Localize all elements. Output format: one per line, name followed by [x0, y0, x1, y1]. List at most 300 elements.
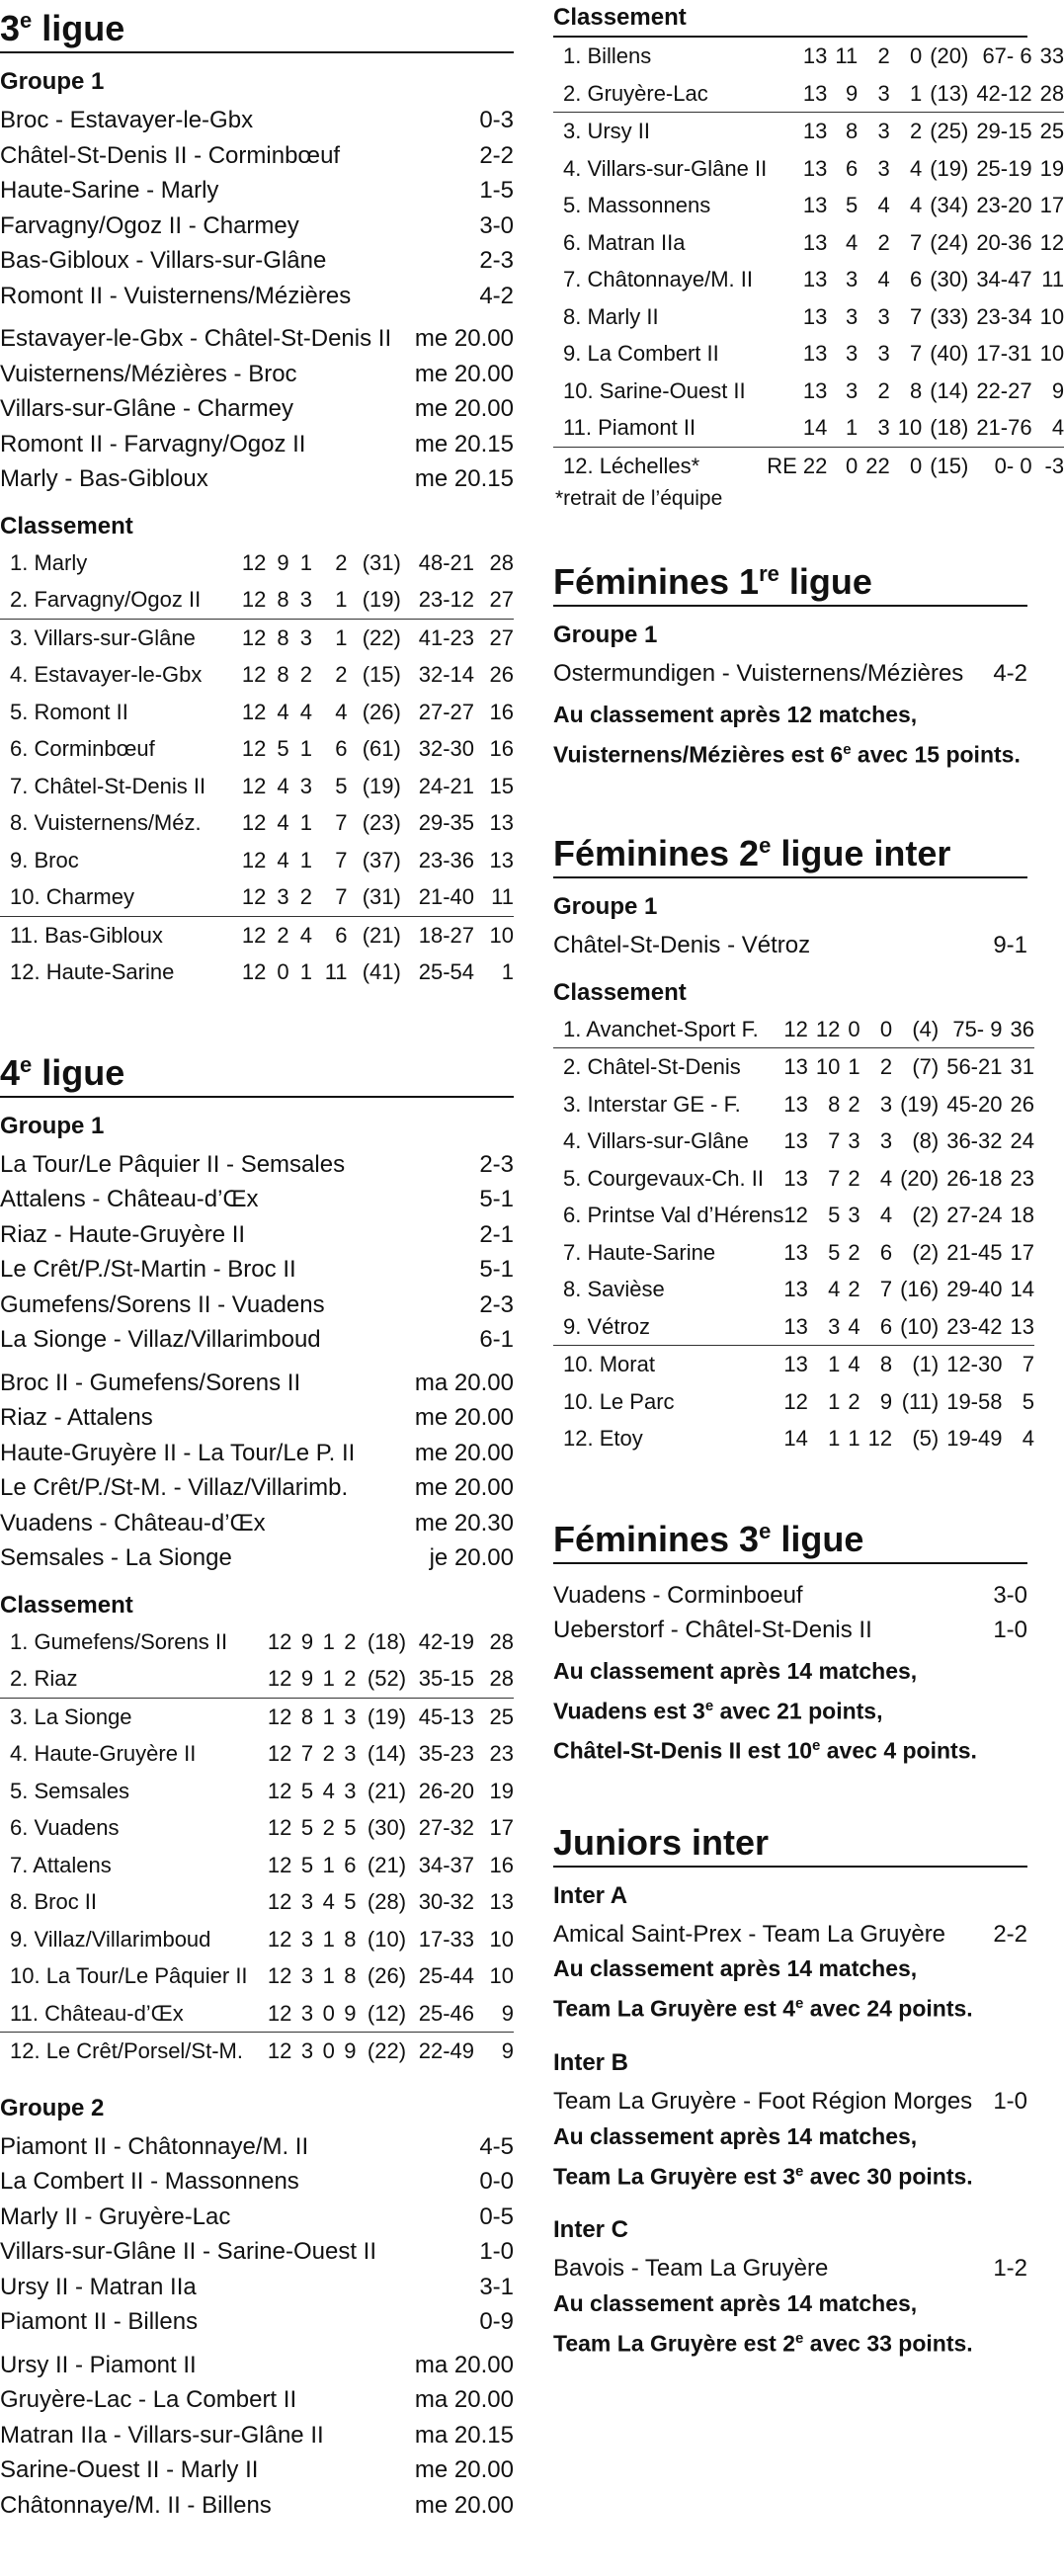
fair-play: (14) [367, 1741, 407, 1766]
standings-row [553, 1234, 1034, 1272]
fair-play: (22) [367, 2038, 407, 2063]
standings-row [0, 878, 514, 916]
match-score: 0-0 [479, 2168, 514, 2195]
goals: 25-46 [414, 1995, 482, 2033]
team-name: 7. Attalens [10, 1852, 112, 1877]
match-teams: Villars-sur-Glâne - Charmey [0, 395, 293, 422]
goals: 23-36 [418, 847, 474, 873]
points: 10 [489, 1963, 514, 1988]
draws: 1 [322, 1628, 335, 1654]
losses: 5 [335, 773, 348, 798]
played: 13 [783, 1165, 808, 1191]
goals: 75- 9 [946, 1011, 1010, 1048]
losses: 3 [344, 1703, 357, 1729]
fair-play: (12) [365, 1995, 415, 2033]
team-name: 10. La Tour/Le Pâquier II [10, 1963, 248, 1988]
played: 12 [783, 1203, 808, 1228]
goals: 17-31 [976, 341, 1032, 366]
match-time: je 20.00 [429, 1544, 514, 1571]
played: 13 [767, 75, 835, 113]
fem3-summary [553, 1654, 1027, 1769]
match-score: 2-2 [479, 141, 514, 169]
fem3-results [553, 1578, 1027, 1648]
summary-line: Vuisternens/Mézières est 6e avec 15 points. [553, 740, 1021, 768]
fair-play: (1) [912, 1352, 940, 1377]
losses: 2 [343, 1660, 365, 1698]
played: 14 [767, 409, 835, 447]
points: 10 [489, 1926, 514, 1952]
match-teams: Bas-Gibloux - Villars-sur-Glâne [0, 247, 327, 274]
points: 16 [489, 699, 514, 724]
losses: 4 [335, 699, 348, 724]
summary-line: Au classement après 14 matches, [553, 1955, 918, 1982]
team-name: 2. Gruyère-Lac [553, 75, 767, 113]
played: 13 [802, 155, 828, 181]
points: 28 [489, 1628, 514, 1654]
fair-play: (13) [930, 75, 976, 113]
match-score: 2-2 [993, 1920, 1027, 1948]
played: 12 [267, 1778, 292, 1803]
match-result [0, 138, 514, 174]
standings-row [0, 1883, 514, 1921]
team-name: 8. Vuisternens/Méz. [10, 810, 202, 835]
points: 17 [1039, 193, 1064, 217]
wins: 8 [274, 581, 296, 619]
team-name: 2. Châtel-St-Denis [563, 1054, 741, 1080]
played: 12 [241, 736, 267, 761]
losses: 8 [879, 1352, 893, 1377]
match-teams: Gumefens/Sorens II - Vuadens [0, 1290, 325, 1318]
standings-row [553, 298, 1064, 336]
points: 14 [1010, 1277, 1034, 1302]
fair-play: (31) [362, 549, 401, 575]
match-teams: La Combert II - Massonnens [0, 2168, 299, 2195]
match-fixture [0, 357, 514, 392]
team-name: 3. La Sionge [10, 1703, 132, 1729]
standings-row [553, 1308, 1034, 1346]
match-teams: Bavois - Team La Gruyère [553, 2255, 829, 2283]
wins: 4 [277, 699, 289, 724]
standings-row [553, 1048, 1034, 1086]
match-teams: La Sionge - Villaz/Villarimboud [0, 1326, 321, 1353]
played: 12 [267, 2038, 292, 2063]
team-name: 5. Massonnens [563, 193, 711, 217]
wins: 3 [845, 377, 859, 403]
fair-play: (23) [362, 810, 401, 835]
match-result [553, 2084, 1027, 2119]
left-column [0, 0, 514, 2576]
losses: 2 [344, 1628, 357, 1654]
fem2-title: Féminines 2e ligue inter [553, 825, 1027, 878]
losses: 7 [320, 878, 356, 916]
match-score: 1-0 [993, 1617, 1027, 1644]
ligue3-section [0, 0, 514, 991]
fair-play: (4) [900, 1011, 946, 1048]
losses: 5 [344, 1815, 357, 1840]
match-teams: Châtel-St-Denis - Vétroz [553, 932, 811, 959]
match-score: 3-0 [993, 1581, 1027, 1609]
match-teams: Vuisternens/Mézières - Broc [0, 360, 297, 387]
match-fixture [0, 1400, 514, 1436]
standings-row [0, 694, 514, 731]
summary-line: Team La Gruyère est 3e avec 30 points. [553, 2162, 973, 2190]
match-time: me 20.00 [414, 1439, 514, 1466]
match-fixture [0, 321, 514, 357]
wins: 4 [845, 229, 859, 255]
wins: 4 [277, 773, 289, 798]
standings-row [0, 544, 514, 582]
fair-play: (33) [930, 303, 969, 329]
wins: 8 [845, 119, 859, 143]
team-name: 11. Piamont II [553, 409, 767, 447]
ligue4-group1-title: Groupe 1 [0, 1112, 105, 1139]
wins: 9 [277, 549, 289, 575]
match-result [0, 2164, 514, 2200]
goals: 19-49 [946, 1426, 1003, 1452]
points: 5 [1022, 1388, 1034, 1414]
match-result [0, 2200, 514, 2235]
points: 23 [1010, 1165, 1034, 1191]
wins: 11 [835, 43, 859, 68]
match-result [0, 1252, 514, 1288]
goals: 27-27 [418, 699, 474, 724]
match-result [0, 243, 514, 279]
wins: 2 [277, 922, 289, 948]
match-score: 5-1 [479, 1256, 514, 1283]
points: 10 [1039, 341, 1064, 366]
match-teams: Sarine-Ouest II - Marly II [0, 2456, 259, 2483]
wins: 1 [828, 1426, 841, 1452]
fem2-section [553, 825, 1034, 1457]
match-teams: Marly II - Gruyère-Lac [0, 2202, 231, 2230]
losses: 4 [909, 193, 923, 217]
wins: 3 [299, 1995, 321, 2033]
match-time: me 20.00 [414, 360, 514, 387]
team-name: 9. Broc [10, 847, 79, 873]
match-score: 1-2 [993, 2255, 1027, 2283]
match-time: me 20.00 [414, 395, 514, 422]
draws: 3 [848, 1203, 860, 1228]
standings-row [0, 1735, 514, 1773]
losses: 6 [879, 1239, 893, 1265]
match-time: me 20.00 [414, 325, 514, 352]
played: 12 [267, 1926, 292, 1952]
wins: 0 [277, 959, 289, 984]
team-name: 7. Haute-Sarine [563, 1239, 716, 1265]
draws: 3 [877, 155, 890, 181]
standings-row [0, 1698, 514, 1735]
team-name: 4. Haute-Gruyère II [10, 1741, 197, 1766]
losses: 8 [909, 377, 923, 403]
junior-group-title: Inter A [553, 1881, 628, 1909]
played: 13 [802, 341, 828, 366]
match-teams: Ursy II - Piamont II [0, 2351, 197, 2378]
goals: 35-15 [414, 1660, 482, 1698]
points: 10 [1039, 303, 1064, 329]
played: 12 [237, 878, 274, 916]
fem1-summary [553, 698, 1027, 773]
standings-row [0, 1847, 514, 1884]
draws: 1 [299, 959, 312, 984]
fem1-section [553, 553, 1027, 772]
draws: 2 [322, 1815, 335, 1840]
points: 9 [1051, 377, 1064, 403]
losses: 6 [868, 1308, 900, 1346]
fem2-results [553, 928, 1027, 963]
match-teams: Matran IIa - Villars-sur-Glâne II [0, 2421, 324, 2449]
losses: 3 [344, 1778, 357, 1803]
losses: 11 [324, 959, 348, 984]
played: 12 [266, 1995, 300, 2033]
match-fixture [0, 461, 514, 497]
wins: 5 [828, 1239, 841, 1265]
goals: 56-21 [946, 1054, 1003, 1080]
junior-summary [553, 2286, 1027, 2362]
fair-play: (10) [900, 1308, 946, 1346]
match-teams: Piamont II - Châtonnaye/M. II [0, 2132, 309, 2160]
losses: 9 [879, 1388, 893, 1414]
match-teams: Piamont II - Billens [0, 2308, 199, 2335]
fair-play: (21) [362, 922, 401, 948]
points: 13 [489, 847, 514, 873]
match-fixture [0, 1470, 514, 1506]
goals: 23-20 [976, 193, 1032, 217]
match-score: 1-5 [479, 177, 514, 204]
goals: 27-32 [418, 1815, 474, 1840]
goals: 34-37 [418, 1852, 474, 1877]
fair-play: (26) [367, 1963, 407, 1988]
standings-row [553, 1346, 1034, 1383]
losses: 6 [335, 922, 348, 948]
points: 13 [489, 1889, 514, 1914]
played: 12 [241, 959, 267, 984]
wins: 10 [815, 1054, 841, 1080]
losses: 1 [335, 624, 348, 650]
match-teams: Attalens - Château-d’Œx [0, 1186, 259, 1212]
goals: 30-32 [418, 1889, 474, 1914]
losses: 7 [879, 1277, 893, 1302]
draws: 1 [299, 810, 312, 835]
fair-play: (5) [912, 1426, 940, 1452]
ligue4-g2-fixtures [0, 2348, 514, 2524]
match-fixture [0, 2348, 514, 2383]
draws: 2 [848, 1239, 860, 1265]
standings-row [553, 1197, 1034, 1234]
wins: 3 [845, 267, 859, 291]
played: 13 [783, 1352, 808, 1377]
points: 27 [489, 624, 514, 650]
team-name: 8. Marly II [563, 303, 659, 329]
ligue4-section [0, 1044, 514, 2524]
points: 1 [501, 959, 514, 984]
standings-row [0, 730, 514, 768]
played: 12 [241, 624, 267, 650]
goals: 32-30 [418, 736, 474, 761]
ligue4-g1-standings [0, 1623, 514, 2070]
fem3-section [553, 1511, 1027, 1769]
match-score: 0-3 [479, 107, 514, 133]
ligue4-g2-standings [553, 38, 1064, 484]
points: 28 [489, 549, 514, 575]
standings-row [553, 1271, 1034, 1308]
losses: 4 [879, 1203, 893, 1228]
match-teams: Haute-Gruyère II - La Tour/Le P. II [0, 1439, 356, 1466]
fair-play: (14) [930, 377, 969, 403]
fair-play: (19) [367, 1703, 407, 1729]
standings-row [0, 1957, 514, 1995]
played: RE 22 [767, 453, 828, 478]
match-score: 1-0 [993, 2088, 1027, 2116]
ligue4-g1-fixtures [0, 1366, 514, 1576]
fair-play: (21) [367, 1778, 407, 1803]
match-teams: Ueberstorf - Châtel-St-Denis II [553, 1617, 872, 1644]
team-name: 6. Corminbœuf [10, 736, 155, 761]
points: 28 [482, 1660, 514, 1698]
goals: 20-36 [976, 229, 1032, 255]
match-result [0, 1217, 514, 1253]
draws: 3 [299, 773, 312, 798]
match-score: 0-9 [479, 2308, 514, 2335]
standings-row [0, 954, 514, 991]
played: 12 [267, 1852, 292, 1877]
summary-line: Au classement après 14 matches, [553, 2289, 918, 2316]
draws: 4 [848, 1352, 860, 1377]
match-score: 2-3 [479, 247, 514, 274]
team-name: 1. Billens [563, 43, 652, 68]
played: 12 [241, 847, 267, 873]
match-teams: Romont II - Farvagny/Ogoz II [0, 430, 306, 457]
standings-row [553, 113, 1064, 150]
fair-play: (20) [930, 43, 969, 68]
played: 12 [237, 581, 274, 619]
junior-group [553, 2048, 1027, 2194]
team-name: 6. Printse Val d’Hérens [563, 1203, 784, 1228]
match-score: 9-1 [993, 932, 1027, 959]
match-time: me 20.30 [414, 1509, 514, 1537]
fair-play: (34) [930, 193, 969, 217]
match-time: ma 20.00 [414, 2386, 514, 2413]
wins: 7 [300, 1741, 314, 1766]
draws: 4 [877, 267, 890, 291]
points: 11 [482, 878, 514, 916]
team-name: 3. Ursy II [563, 119, 651, 143]
losses: 12 [867, 1426, 893, 1452]
losses: 6 [344, 1852, 357, 1877]
points: 24 [1010, 1128, 1034, 1154]
draws: 2 [299, 662, 312, 687]
played: 12 [241, 549, 267, 575]
wins: 7 [828, 1128, 841, 1154]
draws: 2 [848, 1165, 860, 1191]
fair-play: (7) [912, 1054, 940, 1080]
match-score: 3-1 [479, 2273, 514, 2300]
match-score: 0-5 [479, 2202, 514, 2230]
junior-results [553, 2251, 1027, 2286]
team-name: 3. Villars-sur-Glâne [10, 624, 196, 650]
standings-row [0, 1995, 514, 2033]
match-teams: Villars-sur-Glâne II - Sarine-Ouest II [0, 2238, 377, 2265]
ligue4-g2-results [0, 2129, 514, 2340]
team-name: 12. Le Crêt/Porsel/St-M. [10, 2038, 243, 2063]
ligue3-classement-title: Classement [0, 512, 133, 540]
losses: 4 [879, 1165, 893, 1191]
draws: 2 [848, 1277, 860, 1302]
standings-row [0, 656, 514, 694]
fair-play: (24) [930, 229, 969, 255]
match-fixture [0, 1506, 514, 1541]
fair-play: (21) [367, 1852, 407, 1877]
match-result [0, 208, 514, 244]
wins: 1 [828, 1352, 841, 1377]
standings-row [0, 1921, 514, 1958]
draws: 3 [877, 119, 890, 143]
match-teams: Le Crêt/P./St-Martin - Broc II [0, 1256, 296, 1283]
fair-play: (2) [912, 1239, 940, 1265]
team-name: 8. Broc II [10, 1889, 98, 1914]
points: 36 [1010, 1011, 1033, 1048]
team-name: 4. Estavayer-le-Gbx [10, 662, 203, 687]
points: 17 [489, 1815, 514, 1840]
losses: 0 [909, 453, 923, 478]
goals: 29-15 [976, 119, 1032, 143]
standings-row [0, 1773, 514, 1810]
standings-row [553, 1420, 1034, 1457]
played: 13 [802, 229, 828, 255]
fair-play: (28) [367, 1889, 407, 1914]
ligue4-g2-classement [553, 0, 1064, 514]
goals: 17-33 [418, 1926, 474, 1952]
losses: 7 [909, 341, 923, 366]
match-result [553, 1613, 1027, 1648]
fair-play: (30) [930, 267, 969, 291]
match-result [553, 656, 1027, 692]
team-name: 7. Châtel-St-Denis II [10, 773, 206, 798]
points: 27 [482, 581, 514, 619]
match-result [0, 1288, 514, 1323]
summary-line: Châtel-St-Denis II est 10e avec 4 points. [553, 1737, 977, 1764]
points: 28 [1040, 75, 1064, 113]
wins: 3 [845, 341, 859, 366]
goals: 48-21 [418, 549, 474, 575]
draws: 2 [322, 1741, 335, 1766]
match-teams: La Tour/Le Pâquier II - Semsales [0, 1150, 346, 1178]
goals: 42-19 [418, 1628, 474, 1654]
goals: 25-44 [418, 1963, 474, 1988]
losses: 5 [344, 1889, 357, 1914]
match-fixture [0, 391, 514, 427]
wins: 3 [300, 2038, 314, 2063]
goals: 19-58 [946, 1388, 1003, 1414]
junior-group [553, 1881, 1027, 2027]
fair-play: (15) [930, 453, 969, 478]
losses: 2 [909, 119, 923, 143]
juniors-title: Juniors inter [553, 1822, 1027, 1868]
match-result [0, 1322, 514, 1358]
fair-play: (25) [930, 119, 969, 143]
team-name: 9. La Combert II [563, 341, 719, 366]
played: 12 [267, 1815, 292, 1840]
fair-play: (20) [900, 1165, 940, 1191]
fair-play: (40) [930, 341, 969, 366]
points: 15 [489, 773, 514, 798]
standings-row [0, 1660, 514, 1698]
team-name: 1. Avanchet-Sport F. [553, 1011, 783, 1048]
match-teams: Vuadens - Corminboeuf [553, 1581, 803, 1609]
standings-row [0, 842, 514, 879]
goals: 23-42 [946, 1308, 1010, 1346]
juniors-section [553, 1822, 1027, 2361]
goals: 41-23 [418, 624, 474, 650]
